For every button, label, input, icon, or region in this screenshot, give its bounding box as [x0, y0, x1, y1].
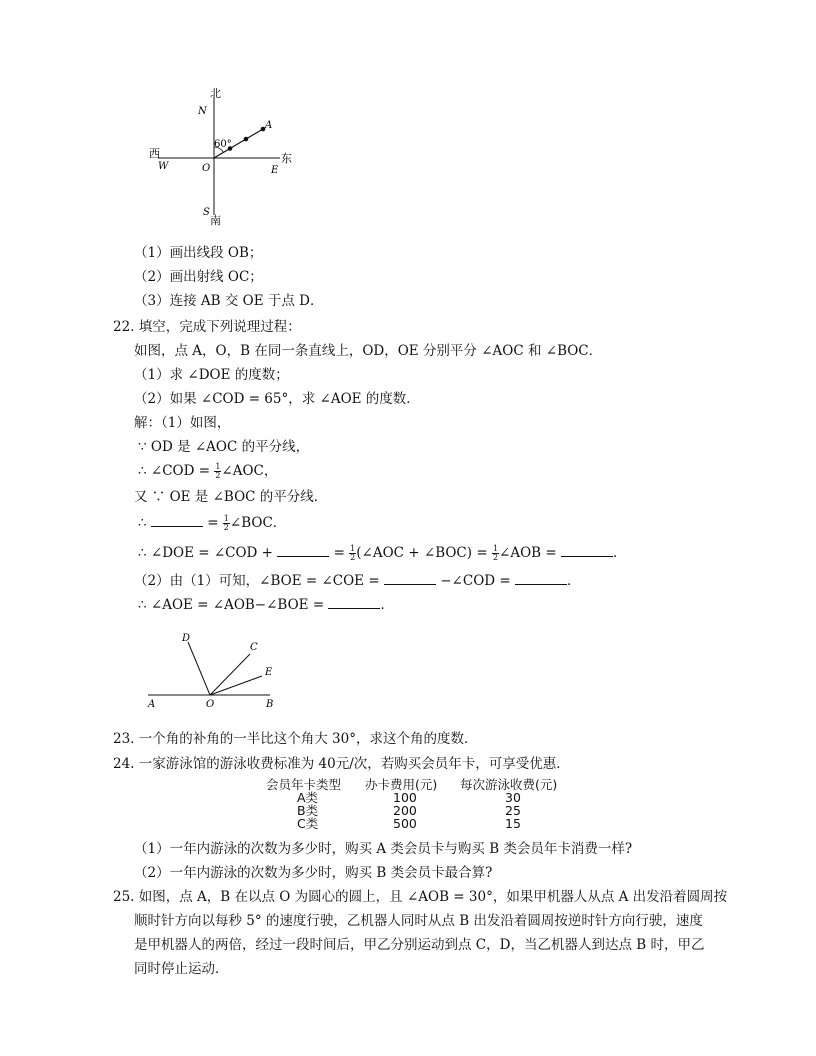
q22-part2: （2）如果 ∠COD = 65°，求 ∠AOE 的度数．: [134, 391, 420, 407]
fraction-half: $\frac{1}{2}$: [350, 544, 356, 562]
q22-solution: 解：（1）如图，: [134, 415, 231, 431]
label-west-cn: 西: [149, 147, 160, 160]
membership-table: [0, 778, 816, 834]
row-c-type: C类: [297, 816, 319, 831]
fraction-half: $\frac{1}{2}$: [223, 514, 229, 532]
q24-part2: （2）一年内游泳的次数为多少时，购买 B 类会员卡最合算?: [134, 865, 493, 881]
label-north: N: [198, 106, 207, 117]
fraction-half: $\frac{1}{2}$: [492, 544, 499, 562]
answer-blank[interactable]: [561, 544, 613, 557]
q22-line2: ∴ ∠COD = $\frac{1}{2}$ ∠AOC，: [138, 462, 278, 480]
label-east: E: [271, 165, 279, 176]
answer-blank[interactable]: [277, 544, 329, 557]
fraction-half: $\frac{1}{2}$: [215, 462, 221, 480]
q21-part2: （2）画出射线 OC；: [134, 269, 263, 285]
label-north-cn: 北: [210, 87, 221, 100]
row-c-fee: 500: [393, 816, 417, 831]
label-angle: 60°: [214, 139, 232, 150]
q25-line4: 同时停止运动．: [134, 961, 229, 977]
q25-line2: 顺时针方向以每秒 5° 的速度行驶，乙机器人同时从点 B 出发沿着圆周按逆时针方向行驶，速度: [134, 913, 703, 929]
q22-part1: （1）求 ∠DOE 的度数；: [134, 367, 289, 383]
row-b-type: B类: [297, 803, 319, 818]
q22-line3: 又 ∵ OE 是 ∠BOC 的平分线．: [134, 489, 328, 505]
label-east-cn: 东: [281, 152, 292, 165]
row-a-type: A类: [297, 790, 319, 805]
angle-figure: [140, 628, 290, 713]
header-type: 会员年卡类型: [266, 777, 342, 792]
label-b: B: [266, 699, 274, 710]
row-a-per-visit: 30: [505, 790, 521, 805]
q25-line3: 是甲机器人的两倍，经过一段时间后，甲乙分别运动到点 C，D，当乙机器人到达点 B 时，甲乙: [134, 937, 705, 953]
label-a: A: [148, 699, 156, 710]
answer-blank[interactable]: [384, 572, 436, 585]
q21-part3: （3）连接 AB 交 OE 于点 D．: [134, 293, 324, 309]
header-per-visit: 每次游泳收费(元): [460, 777, 558, 792]
answer-blank[interactable]: [515, 572, 567, 585]
row-a-fee: 100: [393, 790, 417, 805]
q22-intro: 如图，点 A，O，B 在同一条直线上，OD，OE 分别平分 ∠AOC 和 ∠BOC．: [134, 343, 603, 359]
q24-part1: （1）一年内游泳的次数为多少时，购买 A 类会员卡与购买 B 类会员年卡消费一样?: [134, 841, 633, 857]
compass-figure: [140, 85, 300, 230]
q22-line6: （2）由（1）可知，∠BOE = ∠COE = −∠COD = ．: [134, 573, 581, 589]
q22-line1: ∵ OD 是 ∠AOC 的平分线，: [138, 439, 310, 455]
label-e: E: [265, 667, 273, 678]
row-b-per-visit: 25: [505, 803, 521, 818]
q22-line5: ∴ ∠DOE = ∠COD + = $\frac{1}{2}$ (∠AOC + ∠BOC) = $\frac{1}{2}$ ∠AOB = ．: [138, 544, 627, 562]
label-a: A: [265, 120, 273, 131]
row-c-per-visit: 15: [505, 816, 521, 831]
label-south: S: [203, 207, 210, 218]
q22-title: 22. 填空，完成下列说理过程：: [113, 319, 301, 335]
label-west: W: [158, 161, 169, 172]
q22-line4: ∴ = $\frac{1}{2}$ ∠BOC．: [138, 514, 287, 532]
label-o: O: [206, 699, 215, 710]
q22-line7: ∴ ∠AOE = ∠AOB−∠BOE = ．: [138, 597, 394, 613]
q24-title: 24. 一家游泳馆的游泳收费标准为 40元/次，若购买会员年卡，可享受优惠．: [113, 756, 570, 772]
label-d: D: [182, 633, 191, 644]
row-b-fee: 200: [393, 803, 417, 818]
answer-blank[interactable]: [151, 514, 203, 527]
label-south-cn: 南: [210, 214, 221, 227]
label-c: C: [250, 642, 258, 653]
header-fee: 办卡费用(元): [365, 777, 438, 792]
q23-text: 23. 一个角的补角的一半比这个角大 30°，求这个角的度数．: [113, 731, 478, 747]
label-origin: O: [202, 163, 211, 174]
q21-part1: （1）画出线段 OB；: [134, 245, 263, 261]
q25-line1: 25. 如图，点 A，B 在以点 O 为圆心的圆上，且 ∠AOB = 30°，如果甲机器人从点 A 出发沿着圆周按: [113, 889, 728, 905]
answer-blank[interactable]: [328, 596, 380, 609]
